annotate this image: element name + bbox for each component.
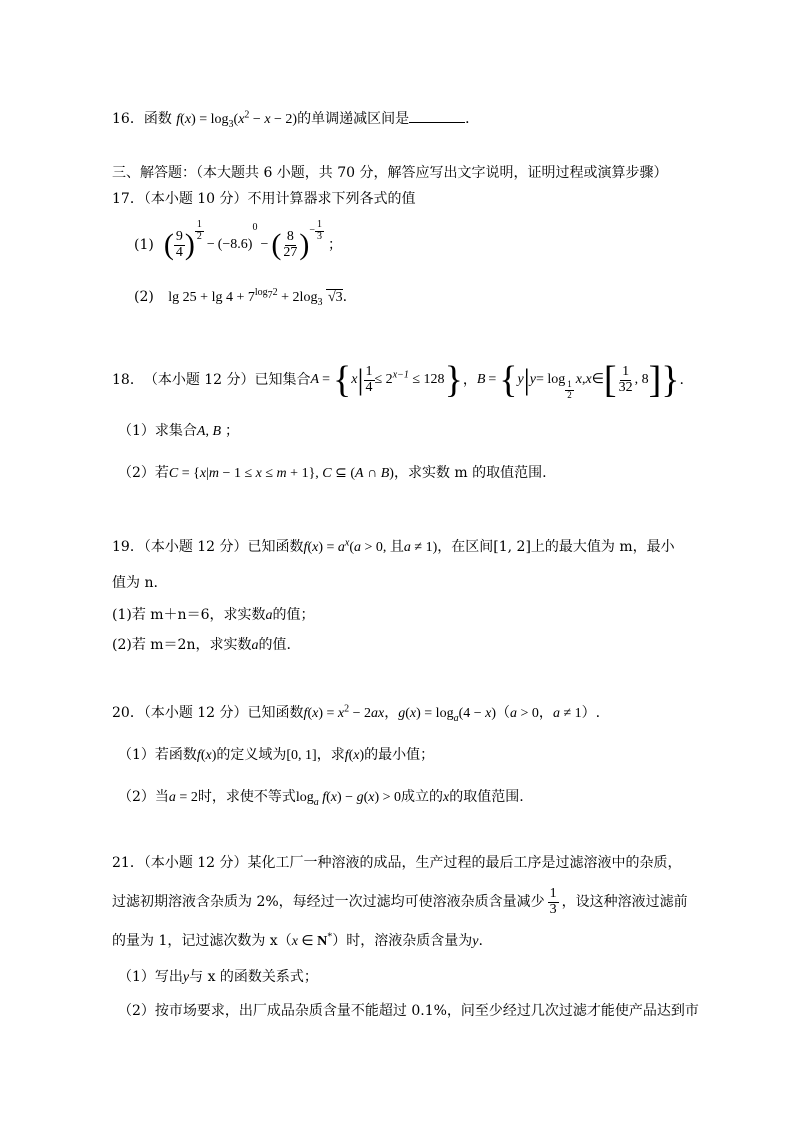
q18-part1: （1）求集合A, B ； <box>118 423 240 439</box>
q17-part1: (1) ( $\frac{9}{4}$ ) $\frac{1}{2}$ − (−8.6) 0 − ( $\frac{8}{27}$ ) − $\frac{1}{3}$ ； <box>134 219 343 261</box>
q17-p1-label: (1) <box>134 237 154 253</box>
q19-part1: (1)若 m＋n＝6，求实数a的值； <box>112 607 315 623</box>
q19-line2: 值为 n. <box>112 575 158 591</box>
q19-part2: (2)若 m＝2n，求实数a的值. <box>112 637 291 653</box>
q16-formula: f <box>176 112 181 127</box>
q17-part2: (2) $\lg 25 + \lg 4 + 7^{log_72} + 2\log_3$ √3. <box>134 287 348 308</box>
q16-text-b: 的单调递减区间是 <box>297 111 410 127</box>
q21-part2: （2）按市场要求，出厂成品杂质含量不能超过 0.1%，问至少经过几次过滤才能使产品达到市 <box>118 1003 699 1019</box>
q16-number: 16． <box>112 111 144 127</box>
q16-line: 16．函数 $f(x) = \log_3(x^2 - x - 2)$的单调递减区间是 ． <box>112 109 480 130</box>
q20-part2: （2）当a = 2时，求使不等式$\log_a f(x) - g(x) > 0$成立的x的取值范围. <box>118 789 524 808</box>
section3-title: 三、解答题：（本大题共 6 小题，共 70 分，解答应写出文字说明，证明过程或演算步骤） <box>112 165 668 181</box>
q17-p2-label: (2) <box>134 289 154 305</box>
q19-header: 19．（本小题 12 分）已知函数$f(x) = a^x(a > 0$, 且a ≠ 1)，在区间[1, 2]上的最大值为 m，最小 <box>112 537 675 555</box>
q21-line3: 的量为 1，记过滤次数为 x（x ∈ N*）时，溶液杂质含量为y. <box>112 931 483 949</box>
q20-part1: （1）若函数f(x)的定义域为[0, 1]，求f(x)的最小值； <box>118 747 435 763</box>
q18-part2: （2）若C = {x|m − 1 ≤ x ≤ m + 1}, C ⊆ (A ∩ B)，求实数 m 的取值范围. <box>118 465 547 481</box>
q20-header: 20．（本小题 12 分）已知函数$f(x) = x^2 - 2ax$，$g(x) = \log_a(4 - x)(a > 0$，a ≠ 1）. <box>112 703 601 724</box>
q16-text-a: 函数 <box>143 111 172 127</box>
fraction-9-4: $\frac{9}{4}$ <box>175 228 183 260</box>
q21-part1: （1）写出y与 x 的函数关系式； <box>118 969 318 985</box>
q18-header: 18． （本小题 12 分）已知集合 A = { x | $\frac{1}{4}$ ≤ $2^{x-1} \le 128$ } ， B = { y | y = log $\frac{1}{2}$ x , x ∈ [ $\frac{1}{32}$ , 8 ] } . <box>112 359 684 401</box>
q21-line2: 过滤初期溶液含杂质为 2%，每经过一次过滤均可使溶液杂质含量减少 $\frac{1}{3}$ ，设这种溶液过滤前 <box>112 885 688 917</box>
q17-header: 17．（本小题 10 分）不用计算器求下列各式的值 <box>112 191 416 207</box>
q21-line1: 21．（本小题 12 分）某化工厂一种溶液的成品，生产过程的最后工序是过滤溶液中的杂质， <box>112 855 682 871</box>
fraction-8-27: $\frac{8}{27}$ <box>283 228 298 260</box>
q16-answer-blank <box>409 110 465 123</box>
